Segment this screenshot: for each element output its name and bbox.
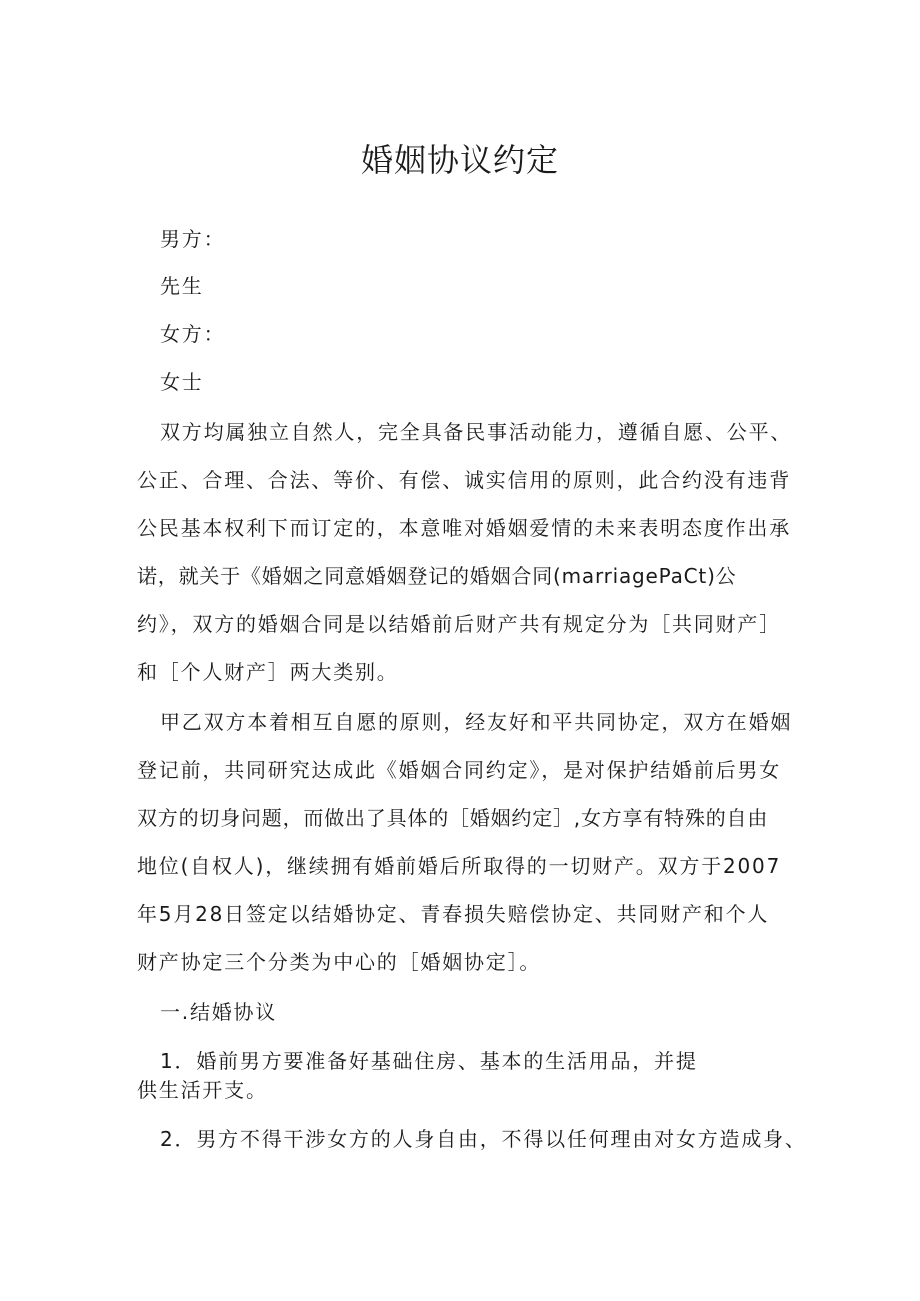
clause-1-line-1: 1．婚前男方要准备好基础住房、基本的生活用品，并提: [160, 1049, 698, 1073]
paragraph-2-line-2: 登记前，共同研究达成此《婚姻合同约定》，是对保护结婚前后男女: [137, 758, 781, 782]
paragraph-2-line-3: 双方的切身问题，而做出了具体的［婚姻约定］,女方享有特殊的自由: [137, 806, 769, 830]
clause-1-line-2: 供生活开支。: [137, 1078, 268, 1102]
paragraph-2-line-5: 年5月28日签定以结婚协定、青春损失赔偿协定、共同财产和个人: [137, 902, 770, 926]
paragraph-1-line-1: 双方均属独立自然人，完全具备民事活动能力，遵循自愿、公平、: [160, 420, 793, 444]
husband-label: 男方：: [160, 227, 226, 251]
paragraph-1-line-2: 公正、合理、合法、等价、有偿、诚实信用的原则，此合约没有违背: [137, 468, 791, 492]
paragraph-2-line-1: 甲乙双方本着相互自愿的原则，经友好和平共同协定，双方在婚姻: [160, 710, 793, 734]
husband-title: 先生: [160, 274, 204, 298]
wife-title: 女士: [160, 370, 204, 394]
paragraph-1-line-4: 诺，就关于《婚姻之同意婚姻登记的婚姻合同(marriagePaCt)公: [137, 564, 737, 588]
paragraph-1-line-5: 约》，双方的婚姻合同是以结婚前后财产共有规定分为［共同财产］: [137, 612, 781, 636]
paragraph-1-line-6: 和［个人财产］两大类别。: [137, 660, 399, 684]
section-heading-marriage-agreement: 一.结婚协议: [160, 1000, 278, 1024]
paragraph-2-line-4: 地位(自权人)，继续拥有婚前婚后所取得的一切财产。双方于2007: [137, 854, 782, 878]
paragraph-2-line-6: 财产协定三个分类为中心的［婚姻协定］。: [137, 950, 542, 974]
document-title: 婚姻协议约定: [360, 141, 559, 179]
clause-2-line-1: 2．男方不得干涉女方的人身自由，不得以任何理由对女方造成身、: [160, 1127, 807, 1151]
wife-label: 女方：: [160, 322, 226, 346]
paragraph-1-line-3: 公民基本权利下而订定的，本意唯对婚姻爱情的未来表明态度作出承: [137, 516, 791, 540]
